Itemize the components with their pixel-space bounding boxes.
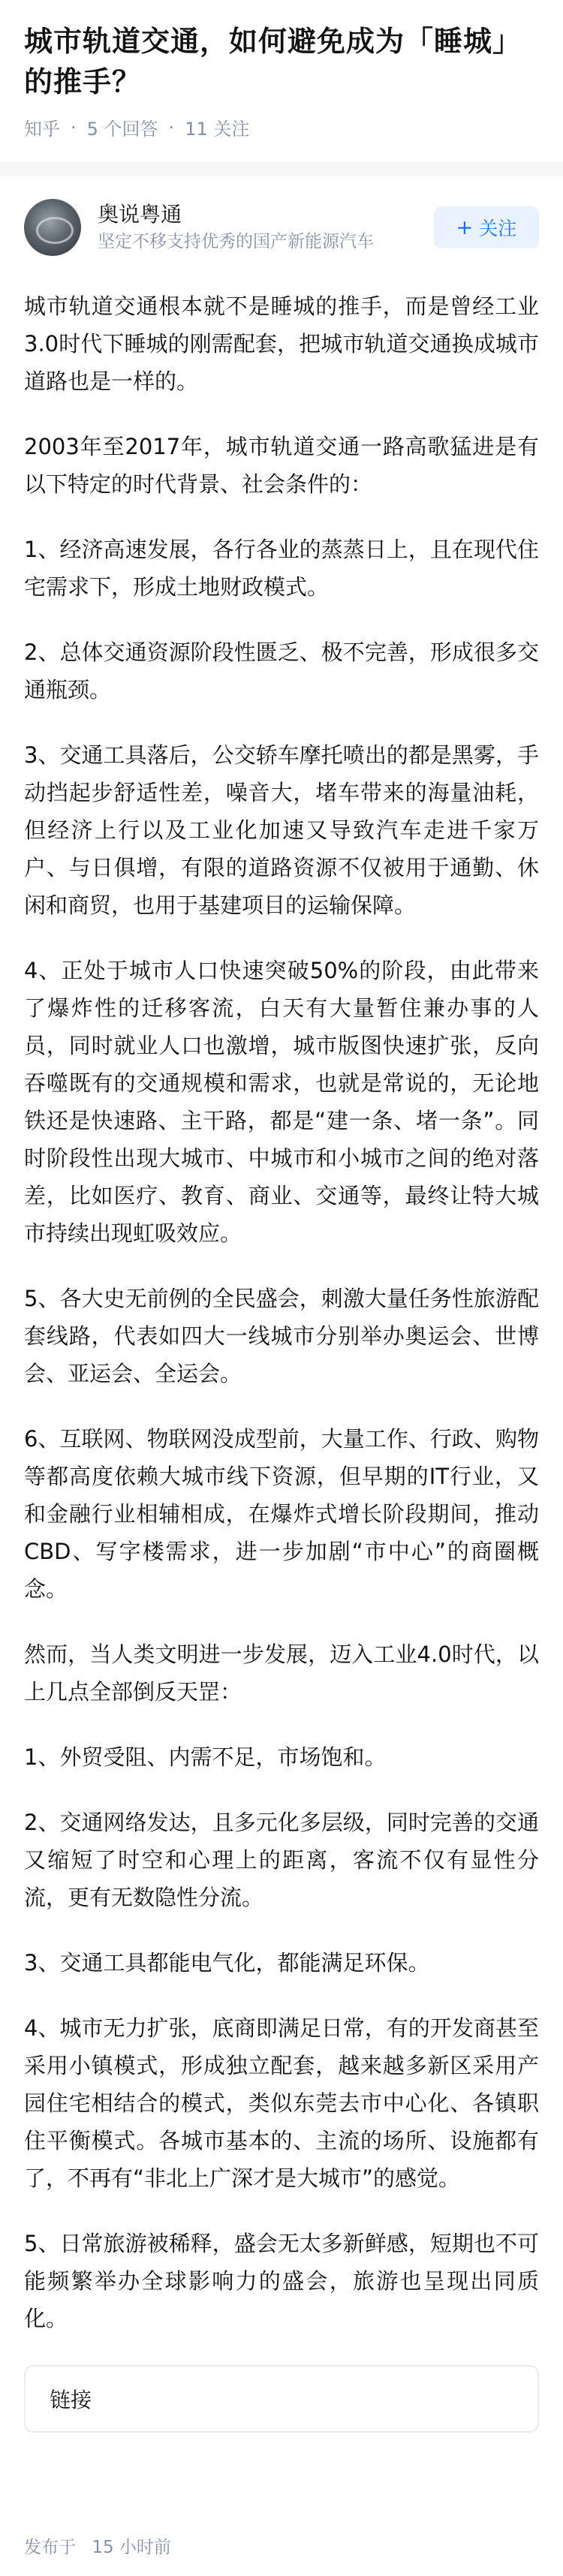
answer-count[interactable]: 5 个回答: [86, 119, 158, 140]
answer-paragraph: 2、交通网络发达，且多元化多层级，同时完善的交通又缩短了时空和心理上的距离，客流不仅有显性分流，更有无数隐性分流。: [24, 1810, 539, 1910]
plus-icon: +: [456, 215, 474, 239]
answer-paragraph: 4、城市无力扩张，底商即满足日常，有的开发商甚至采用小镇模式，形成独立配套，越来越多新区采用产园住宅相结合的模式，类似东莞去市中心化、各镇职住平衡模式。各城市基本的、主流的场所、设施都有了，不再有“非北上广深才是大城市”的感觉。: [24, 2015, 539, 2191]
author-info: [98, 200, 434, 254]
answer-paragraph: 3、交通工具落后，公交轿车摩托喷出的都是黑雾，手动挡起步舒适性差，噪音大，堵车带来的海量油耗，但经济上行以及工业化加速又导致汽车走进千家万户、与日俱增，有限的道路资源不仅被用于通勤、休闲和商贸，也用于基建项目的运输保障。: [24, 742, 539, 918]
question-header: [0, 0, 563, 161]
published-time: 15 小时前: [92, 2538, 171, 2557]
answer-paragraph: 2003年至2017年，城市轨道交通一路高歌猛进是有以下特定的时代背景、社会条件的：: [24, 434, 539, 497]
author-name[interactable]: 奥说粤通: [98, 202, 182, 227]
answer-paragraph: 1、外贸受阻、内需不足，市场饱和。: [24, 1744, 387, 1770]
answer-paragraph: 然而，当人类文明进一步发展，迈入工业4.0时代，以上几点全部倒反天罡：: [24, 1642, 539, 1705]
answer-paragraph: 3、交通工具都能电气化，都能满足环保。: [24, 1950, 430, 1976]
author-bio: 坚定不移支持优秀的国产新能源汽车: [98, 232, 374, 251]
answer-paragraph: 2、总体交通资源阶段性匮乏、极不完善，形成很多交通瓶颈。: [24, 639, 539, 703]
meta-separator: ·: [168, 116, 175, 138]
meta-separator: ·: [71, 116, 77, 138]
link-label: 链接: [50, 2388, 92, 2412]
publish-info: [24, 2533, 171, 2558]
answer-paragraph: 城市轨道交通根本就不是睡城的推手，而是曾经工业3.0时代下睡城的刚需配套，把城市轨道交通换成城市道路也是一样的。: [24, 293, 539, 394]
answer-paragraph: 6、互联网、物联网没成型前，大量工作、行政、购物等都高度依赖大城市线下资源，但早期的IT行业，又和金融行业相辅相成，在爆炸式增长阶段期间，推动CBD、写字楼需求，进一步加剧“市中心”的商圈概念。: [24, 1426, 539, 1602]
question-title[interactable]: 城市轨道交通，如何避免成为「睡城」的推手？: [24, 25, 522, 98]
answer-card: [0, 176, 563, 2576]
link-card[interactable]: [24, 2365, 539, 2433]
answer-content: [24, 287, 539, 2337]
answer-paragraph: 1、经济高速发展，各行各业的蒸蒸日上，且在现代住宅需求下，形成土地财政模式。: [24, 537, 539, 600]
published-label: 发布于: [24, 2538, 76, 2557]
author-row: [24, 197, 539, 257]
answer-paragraph: 5、各大史无前例的全民盛会，刺激大量任务性旅游配套线路，代表如四大一线城市分别举办奥运会、世博会、亚运会、全运会。: [24, 1286, 539, 1386]
avatar[interactable]: [24, 199, 81, 256]
source-label[interactable]: 知乎: [24, 119, 60, 140]
question-meta: [24, 114, 539, 140]
follow-label: 关注: [479, 218, 517, 239]
follow-button[interactable]: [434, 206, 539, 248]
answer-paragraph: 5、日常旅游被稀释，盛会无太多新鲜感，短期也不可能频繁举办全球影响力的盛会，旅游也呈现出同质化。: [24, 2231, 539, 2331]
follow-count: 11 关注: [185, 119, 250, 140]
answer-paragraph: 4、正处于城市人口快速突破50%的阶段，由此带来了爆炸性的迁移客流，白天有大量暂住兼办事的人员，同时就业人口也激增，城市版图快速扩张，反向吞噬既有的交通规模和需求，也就是常说的，无论地铁还是快速路、主干路，都是“建一条、堵一条”。同时阶段性出现大城市、中城市和小城市之间的绝对落差，比如医疗、教育、商业、交通等，最终让特大城市持续出现虹吸效应。: [24, 958, 539, 1246]
